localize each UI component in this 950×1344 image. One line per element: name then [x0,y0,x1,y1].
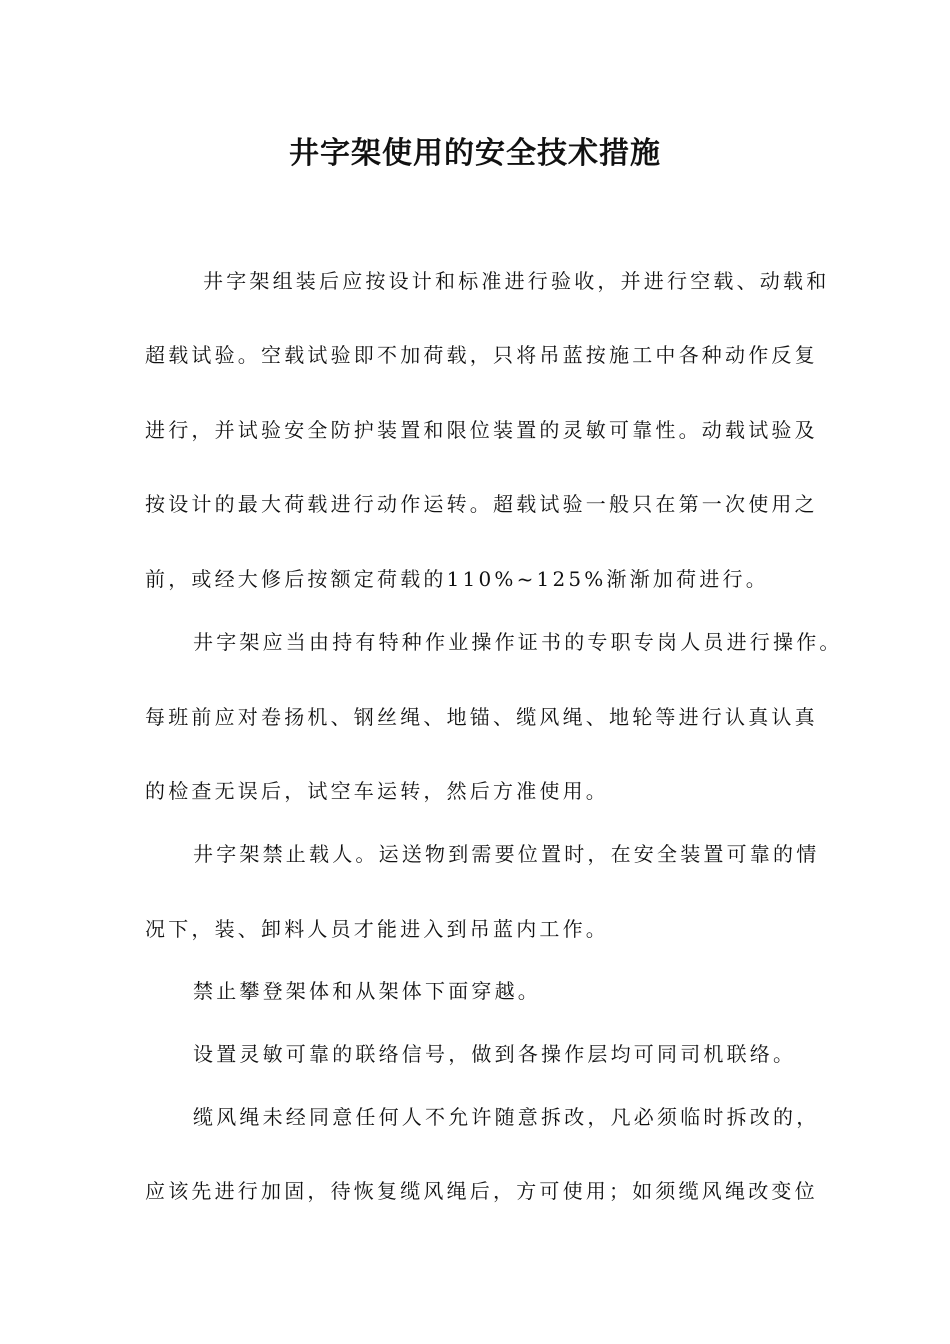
paragraph-3-line-1: 井字架禁止载人。运送物到需要位置时，在安全装置可靠的情 [193,842,820,866]
paragraph-1-line-5: 前，或经大修后按额定荷载的110%~125%渐渐加荷进行。 [145,567,769,591]
document-title: 井字架使用的安全技术措施 [289,136,661,171]
paragraph-6-line-2: 应该先进行加固，待恢复缆风绳后，方可使用；如须缆风绳改变位 [145,1179,818,1203]
paragraph-5-line-1: 设置灵敏可靠的联络信号，做到各操作层均可同司机联络。 [193,1042,797,1066]
paragraph-2-line-2: 每班前应对卷扬机、钢丝绳、地锚、缆风绳、地轮等进行认真认真 [145,705,818,729]
paragraph-3-line-2: 况下，装、卸料人员才能进入到吊蓝内工作。 [145,917,609,941]
paragraph-2-line-1: 井字架应当由持有特种作业操作证书的专职专岗人员进行操作。 [193,630,843,654]
paragraph-2-line-3: 的检查无误后，试空车运转，然后方准使用。 [145,779,609,803]
paragraph-1-line-2: 超载试验。空载试验即不加荷载，只将吊蓝按施工中各种动作反复 [145,343,818,367]
paragraph-1-line-3: 进行，并试验安全防护装置和限位装置的灵敏可靠性。动载试验及 [145,418,818,442]
paragraph-1-line-1: 井字架组装后应按设计和标准进行验收，并进行空载、动载和 [203,269,830,293]
paragraph-6-line-1: 缆风绳未经同意任何人不允许随意拆改，凡必须临时拆改的， [193,1105,820,1129]
paragraph-1-line-4: 按设计的最大荷载进行动作运转。超载试验一般只在第一次使用之 [145,492,818,516]
paragraph-4-line-1: 禁止攀登架体和从架体下面穿越。 [193,979,541,1003]
